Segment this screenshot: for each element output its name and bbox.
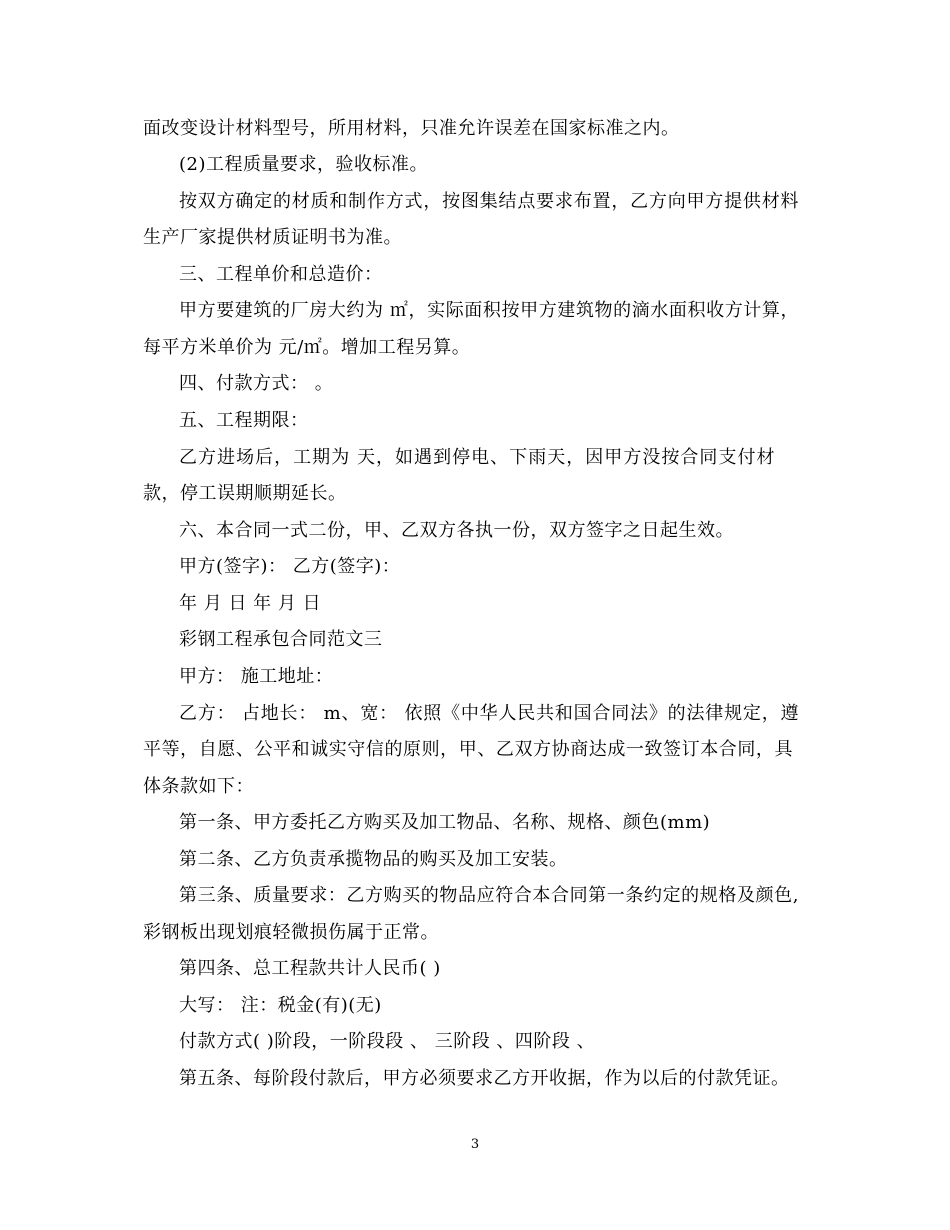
text-line-3: 按双方确定的材质和制作方式，按图集结点要求布置，乙方向甲方提供材料 <box>179 191 799 212</box>
text-line-10: 乙方进场后，工期为 天，如遇到停电、下雨天，因甲方没按合同支付材 <box>179 447 775 468</box>
article-2: 第二条、乙方负责承揽物品的购买及加工安装。 <box>179 849 568 870</box>
payment-method-line: 付款方式( )阶段，一阶段段 、 三阶段 、四阶段 、 <box>179 1031 596 1052</box>
text-line-23: 彩钢板出现划痕轻微损伤属于正常。 <box>143 922 439 943</box>
article-4: 第四条、总工程款共计人民币( ) <box>179 958 441 979</box>
text-line-7: 每平方米单价为 元/㎡。增加工程另算。 <box>143 337 471 358</box>
party-b-line: 乙方： 占地长： m、宽： 依照《中华人民共和国合同法》的法律规定，遵 <box>179 703 799 724</box>
article-5: 第五条、每阶段付款后，甲方必须要求乙方开收据，作为以后的付款凭证。 <box>179 1068 790 1089</box>
text-line-1: 面改变设计材料型号，所用材料，只准允许误差在国家标准之内。 <box>143 118 680 139</box>
capital-amount-line: 大写： 注：税金(有)(无) <box>179 995 382 1016</box>
date-line: 年 月 日 年 月 日 <box>179 593 322 614</box>
party-a-line: 甲方： 施工地址： <box>179 666 334 687</box>
text-line-4: 生产厂家提供材质证明书为准。 <box>143 227 402 248</box>
section-heading-payment: 四、付款方式： 。 <box>179 373 334 394</box>
text-line-11: 款，停工误期顺期延长。 <box>143 483 347 504</box>
contract-title: 彩钢工程承包合同范文三 <box>179 629 383 650</box>
signature-line: 甲方(签字)： 乙方(签字)： <box>179 556 401 577</box>
page-number: 3 <box>470 1137 480 1152</box>
text-line-19: 体条款如下： <box>143 776 254 797</box>
text-line-6: 甲方要建筑的厂房大约为 ㎡，实际面积按甲方建筑物的滴水面积收方计算， <box>179 300 799 321</box>
text-line-12: 六、本合同一式二份，甲、乙双方各执一份，双方签字之日起生效。 <box>179 520 734 541</box>
article-1: 第一条、甲方委托乙方购买及加工物品、名称、规格、颜色(mm) <box>179 812 711 833</box>
section-heading-price: 三、工程单价和总造价： <box>179 264 383 285</box>
article-3: 第三条、质量要求：乙方购买的物品应符合本合同第一条约定的规格及颜色, <box>179 885 799 906</box>
section-heading-period: 五、工程期限： <box>179 410 309 431</box>
text-line-2: (2)工程质量要求，验收标准。 <box>179 154 428 175</box>
text-line-18: 平等，自愿、公平和诚实守信的原则，甲、乙双方协商达成一致签订本合同，具 <box>143 739 793 760</box>
